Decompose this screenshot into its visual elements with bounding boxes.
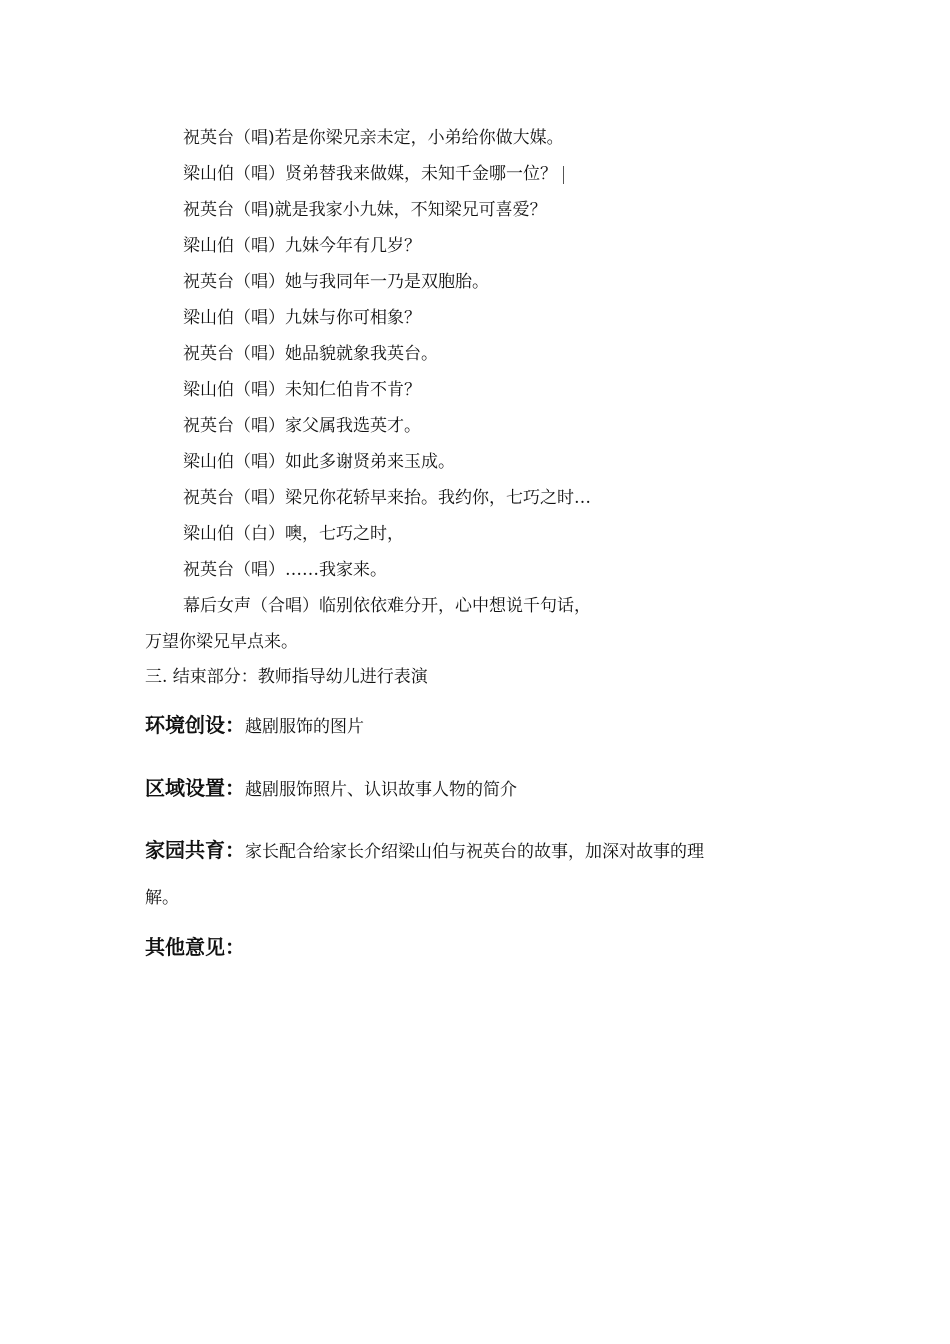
dialogue-line: 祝英台（唱)若是你梁兄亲未定，小弟给你做大媒。 [183,128,564,148]
dialogue-line: 祝英台（唱）她品貌就象我英台。 [183,344,438,364]
dialogue-line: 梁山伯（白）噢，七巧之时， [183,524,404,544]
section-heading: 区域设置： [145,776,245,800]
dialogue-line: 祝英台（唱）她与我同年一乃是双胞胎。 [183,272,489,292]
section-value: 家长配合给家长介绍梁山伯与祝英台的故事，加深对故事的理 [245,842,704,862]
section-heading: 家园共育： [145,838,245,862]
section-home-continuation: 解。 [145,888,179,908]
dialogue-line: 梁山伯（唱）九妹今年有几岁？ [183,236,421,256]
dialogue-line: 梁山伯（唱）如此多谢贤弟来玉成。 [183,452,455,472]
section-area [145,777,517,801]
dialogue-line: 梁山伯（唱）未知仁伯肯不肯？ [183,380,421,400]
section-other [145,936,245,960]
dialogue-line: 祝英台（唱）……我家来。 [183,560,387,580]
section-heading: 环境创设： [145,713,245,737]
section-heading: 其他意见： [145,935,245,959]
section-value: 越剧服饰照片、认识故事人物的简介 [245,780,517,800]
dialogue-line [183,163,564,185]
closing-step: 三. 结束部分：教师指导幼儿进行表演 [145,667,428,687]
dialogue-text: 梁山伯（唱）贤弟替我来做媒，未知千金哪一位？ [183,164,557,184]
section-environment [145,714,364,738]
dialogue-line: 祝英台（唱)就是我家小九妹，不知梁兄可喜爱？ [183,200,547,220]
text-cursor [563,166,564,184]
dialogue-line: 祝英台（唱）梁兄你花轿早来抬。我约你，七巧之时… [183,488,591,508]
dialogue-line: 梁山伯（唱）九妹与你可相象？ [183,308,421,328]
dialogue-continuation: 万望你梁兄早点来。 [145,632,298,652]
dialogue-line: 祝英台（唱）家父属我选英才。 [183,416,421,436]
dialogue-line: 幕后女声（合唱）临别依依难分开，心中想说千句话， [183,596,591,616]
section-home [145,839,704,863]
section-value: 越剧服饰的图片 [245,717,364,737]
